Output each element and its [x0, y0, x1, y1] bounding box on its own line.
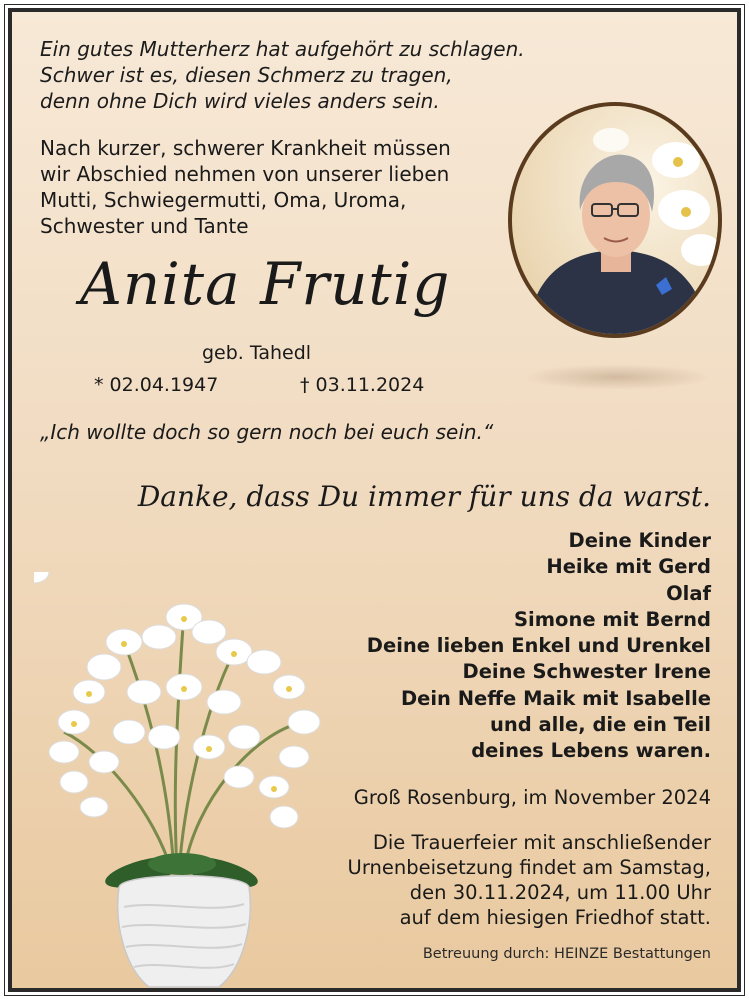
death-date: † 03.11.2024 — [300, 374, 425, 396]
deceased-name: Anita Frutig — [80, 250, 451, 318]
orchid-vase-illustration — [34, 572, 334, 992]
opening-verse — [40, 36, 525, 114]
mourner-line: Dein Neffe Maik mit Isabelle — [400, 686, 711, 710]
announcement-line: Nach kurzer, schwerer Krankheit müssen — [40, 136, 451, 160]
mourner-line: deines Lebens waren. — [471, 739, 711, 763]
thanks-line: Danke, dass Du immer für uns da warst. — [137, 480, 711, 513]
mourner-line: Olaf — [666, 581, 711, 605]
birth-date: * 02.04.1947 — [94, 374, 219, 396]
obituary-frame — [8, 8, 741, 992]
funeral-line: Urnenbeisetzung findet am Samstag, — [347, 856, 711, 879]
mourner-line: Deine lieben Enkel und Urenkel — [366, 634, 711, 658]
announcement-line: Mutti, Schwiegermutti, Oma, Uroma, — [40, 188, 407, 212]
mourner-line: Heike mit Gerd — [546, 555, 711, 579]
verse-line: Schwer ist es, diesen Schmerz zu tragen, — [40, 63, 453, 87]
funeral-notice — [348, 830, 711, 930]
announcement-line: Schwester und Tante — [40, 214, 249, 238]
undertaker-credit: Betreuung durch: HEINZE Bestattungen — [422, 946, 711, 962]
portrait-shadow — [522, 364, 712, 390]
announcement-text — [40, 135, 451, 239]
mourner-line: und alle, die ein Teil — [489, 713, 711, 737]
quote: „Ich wollte doch so gern noch bei euch sein.“ — [40, 420, 494, 444]
funeral-line: auf dem hiesigen Friedhof statt. — [399, 906, 711, 929]
mourner-line: Deine Kinder — [568, 529, 711, 552]
mourner-line: Simone mit Bernd — [514, 607, 711, 631]
mourner-line: Deine Schwester Irene — [462, 660, 711, 684]
announcement-line: wir Abschied nehmen von unserer lieben — [40, 162, 450, 186]
place-and-date: Groß Rosenburg, im November 2024 — [353, 786, 711, 809]
portrait-photo — [506, 100, 724, 340]
funeral-line: den 30.11.2024, um 11.00 Uhr — [409, 881, 711, 904]
verse-line: Ein gutes Mutterherz hat aufgehört zu schlagen. — [40, 37, 525, 61]
mourners-list — [367, 528, 711, 765]
birth-name: geb. Tahedl — [202, 342, 312, 364]
verse-line: denn ohne Dich wird vieles anders sein. — [40, 89, 440, 113]
funeral-line: Die Trauerfeier mit anschließender — [372, 831, 711, 854]
